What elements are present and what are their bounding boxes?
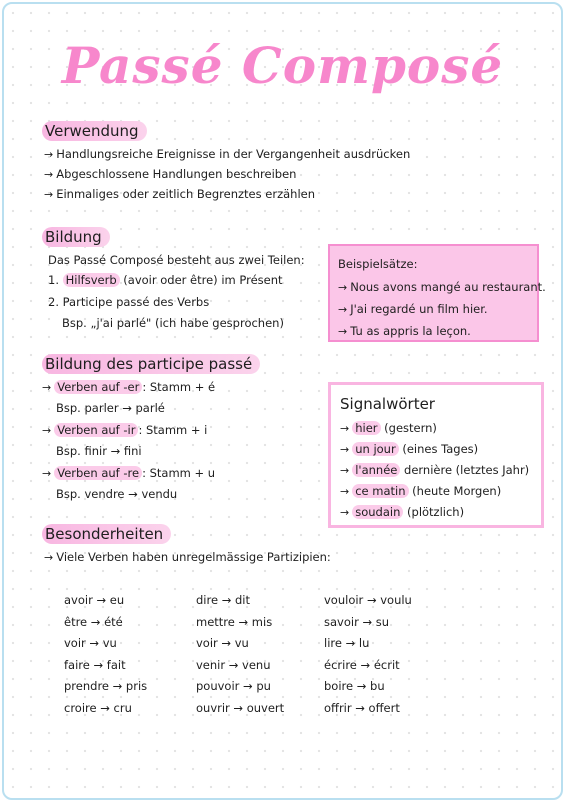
- irregular-verb: boire → bu: [324, 679, 385, 694]
- irregular-verb: avoir → eu: [64, 593, 125, 607]
- heading-bildung: Bildung: [42, 227, 110, 247]
- signalwort: → l'année dernière (letztes Jahr): [340, 463, 530, 477]
- irregular-verb: mettre → mis: [196, 614, 273, 629]
- bildung-intro: Das Passé Composé besteht aus zwei Teilen:: [48, 253, 305, 267]
- arrow-icon: →: [42, 381, 52, 394]
- arrow-icon: →: [340, 464, 350, 477]
- beispielsaetze-heading: Beispielsätze:: [338, 257, 418, 271]
- arrow-icon: →: [44, 551, 54, 564]
- note-page: [2, 2, 563, 800]
- beispielsatz: → Tu as appris la leçon.: [338, 324, 471, 338]
- heading-besonderheiten: Besonderheiten: [42, 524, 171, 544]
- heading-verwendung: Verwendung: [42, 121, 147, 141]
- bildung-step2: 2. Participe passé des Verbs: [48, 295, 210, 309]
- arrow-icon: →: [44, 188, 54, 201]
- irregular-verb: voir → vu: [64, 636, 117, 651]
- signalwort: → un jour (eines Tages): [340, 442, 479, 456]
- heading-participe: Bildung des participe passé: [42, 354, 260, 374]
- irregular-verb: lire → lu: [324, 636, 370, 651]
- bildung-example: Bsp. „j'ai parlé" (ich habe gesprochen): [62, 316, 284, 330]
- irregular-verb: faire → fait: [64, 657, 126, 672]
- beispielsatz: → J'ai regardé un film hier.: [338, 302, 488, 316]
- participe-example: Bsp. parler → parlé: [56, 401, 165, 415]
- arrow-icon: →: [338, 281, 348, 294]
- irregular-verb: offrir → offert: [324, 701, 400, 715]
- besonderheiten-intro: → Viele Verben haben unregelmässige Partizipien:: [44, 550, 331, 564]
- irregular-verb: écrire → écrit: [324, 657, 400, 672]
- arrow-icon: →: [44, 148, 54, 161]
- bildung-step1: 1. Hilfsverb (avoir oder être) im Présent: [48, 273, 283, 287]
- arrow-icon: →: [340, 422, 350, 435]
- participe-rule: → Verben auf -ir : Stamm + i: [42, 423, 208, 437]
- arrow-icon: →: [338, 325, 348, 338]
- verwendung-item: → Einmaliges oder zeitlich Begrenztes erzählen: [44, 187, 316, 201]
- verwendung-item: → Handlungsreiche Ereignisse in der Vergangenheit ausdrücken: [44, 147, 411, 161]
- signalwoerter-heading: Signalwörter: [340, 395, 435, 413]
- participe-example: Bsp. vendre → vendu: [56, 487, 178, 501]
- arrow-icon: →: [42, 467, 52, 480]
- irregular-verb: prendre → pris: [64, 679, 148, 694]
- irregular-verb: être → été: [64, 614, 123, 629]
- irregular-verb: dire → dit: [196, 593, 250, 607]
- irregular-verb: voir → vu: [196, 636, 249, 651]
- irregular-verb: ouvrir → ouvert: [196, 701, 285, 715]
- page-title: Passé Composé: [61, 36, 504, 95]
- participe-rule: → Verben auf -re : Stamm + u: [42, 466, 216, 480]
- arrow-icon: →: [338, 303, 348, 316]
- irregular-verb: pouvoir → pu: [196, 679, 271, 694]
- irregular-verb: vouloir → voulu: [324, 593, 412, 607]
- arrow-icon: →: [340, 485, 350, 498]
- participe-rule: → Verben auf -er : Stamm + é: [42, 380, 216, 394]
- participe-example: Bsp. finir → fini: [56, 444, 142, 458]
- beispielsatz: → Nous avons mangé au restaurant.: [338, 280, 546, 294]
- signalwoerter-box: [328, 382, 544, 528]
- arrow-icon: →: [42, 424, 52, 437]
- irregular-verb: venir → venu: [196, 657, 271, 672]
- arrow-icon: →: [44, 168, 54, 181]
- signalwort: → soudain (plötzlich): [340, 505, 465, 519]
- verwendung-item: → Abgeschlossene Handlungen beschreiben: [44, 167, 297, 181]
- arrow-icon: →: [340, 506, 350, 519]
- signalwort: → hier (gestern): [340, 421, 437, 435]
- signalwort: → ce matin (heute Morgen): [340, 484, 502, 498]
- arrow-icon: →: [340, 443, 350, 456]
- beispielsaetze-box: [328, 244, 546, 342]
- irregular-verb: savoir → su: [324, 614, 390, 629]
- irregular-verb: croire → cru: [64, 701, 132, 715]
